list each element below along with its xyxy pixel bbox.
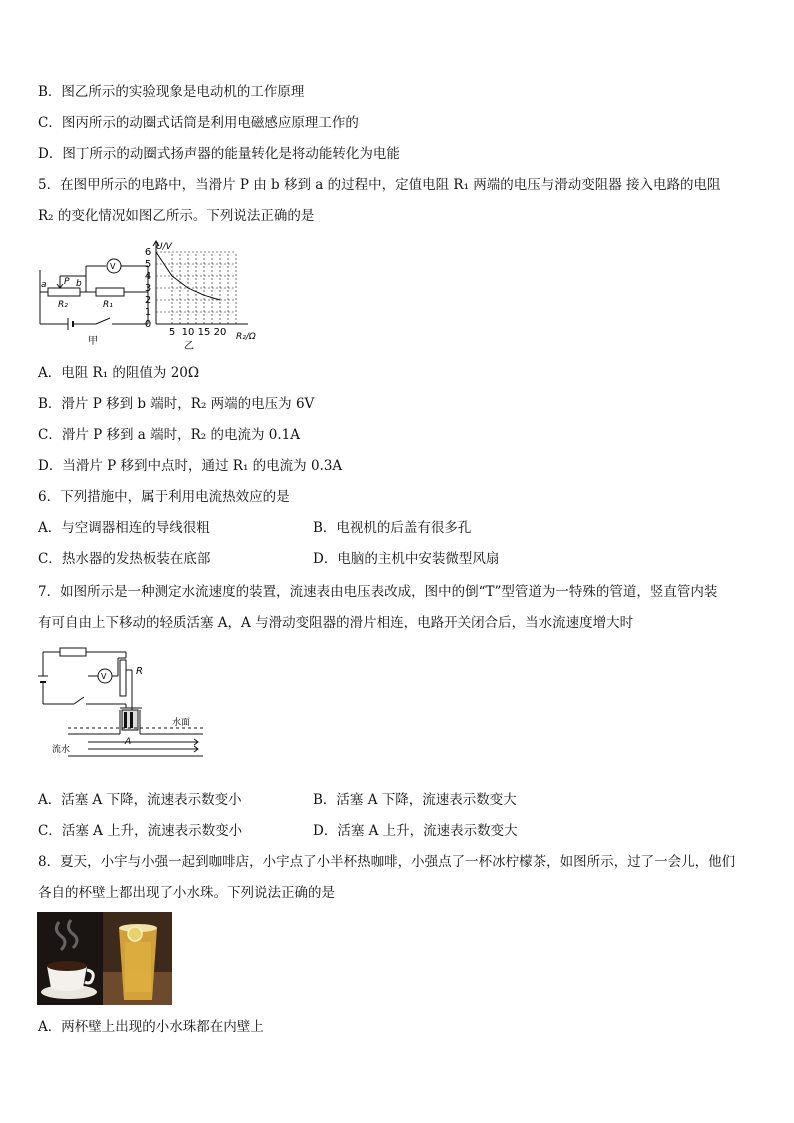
water-surface-label: 水面 (172, 718, 191, 728)
q5-voltage-graph (136, 240, 266, 352)
x-tick-label: 15 (197, 327, 211, 338)
q5-option-c: C．滑片 P 移到 a 端时，R₂ 的电流为 0.1A (38, 427, 301, 443)
q4-option-d: D．图丁所示的动圈式扬声器的能量转化是将动能转化为电能 (38, 146, 400, 162)
q4-option-c: C．图丙所示的动圈式话筒是利用电磁感应原理工作的 (38, 115, 359, 131)
q7-option-a: A．活塞 A 下降，流速表示数变小 (38, 792, 242, 808)
y-tick-label: 4 (144, 271, 152, 282)
label-p: P (64, 277, 70, 287)
label-a: a (41, 280, 47, 290)
q7-stem-line1: 7．如图所示是一种测定水流速度的装置，流速表由电压表改成，图中的倒“T”型管道为一特殊的管道，竖直管内装 (38, 584, 718, 600)
lemon-slice-icon (128, 927, 142, 941)
y-tick-label: 1 (144, 307, 152, 318)
q8-option-a: A．两杯壁上出现的小水珠都在内壁上 (38, 1019, 264, 1035)
q5-stem-line1: 5．在图甲所示的电路中，当滑片 P 由 b 移到 a 的过程中，定值电阻 R₁ 两端的电压与滑动变阻器 接入电路的电阻 (38, 177, 721, 193)
q5-option-b: B．滑片 P 移到 b 端时，R₂ 两端的电压为 6V (38, 396, 315, 412)
q6-stem: 6．下列措施中，属于利用电流热效应的是 (38, 489, 290, 505)
q7-option-d: D．活塞 A 上升，流速表示数变大 (313, 823, 518, 839)
rheostat-label: R (136, 666, 143, 677)
q6-option-b: B．电视机的后盖有很多孔 (313, 520, 472, 536)
q5-stem-line2: R₂ 的变化情况如图乙所示。下列说法正确的是 (38, 208, 315, 224)
y-tick-label: 5 (144, 259, 152, 270)
x-tick-label: 10 (181, 327, 195, 338)
q6-option-c: C．热水器的发热板装在底部 (38, 551, 211, 567)
q6-option-a: A．与空调器相连的导线很粗 (38, 520, 210, 536)
q7-option-b: B．活塞 A 下降，流速表示数变大 (313, 792, 517, 808)
q5-option-d: D．当滑片 P 移到中点时，通过 R₁ 的电流为 0.3A (38, 458, 343, 474)
flowing-water-label: 流水 (52, 745, 71, 755)
label-r2: R₂ (58, 300, 68, 310)
q8-stem-line2: 各自的杯壁上都出现了小水珠。下列说法正确的是 (38, 885, 335, 901)
voltmeter-label: V (101, 672, 107, 681)
q8-coffee-lemon-tea-photo (37, 912, 172, 1005)
q8-stem-line1: 8．夏天，小宇与小强一起到咖啡店，小宇点了小半杯热咖啡，小强点了一杯冰柠檬茶，如图所示，过了一会儿，他们 (38, 854, 736, 870)
q7-stem-line2: 有可自由上下移动的轻质活塞 A，A 与滑动变阻器的滑片相连，电路开关闭合后，当水流速度增大时 (38, 615, 634, 631)
graph-y-label: U/V (156, 242, 172, 252)
q4-option-b: B．图乙所示的实验现象是电动机的工作原理 (38, 84, 305, 100)
y-tick-label: 6 (144, 247, 152, 258)
label-r1: R₁ (103, 300, 113, 310)
q7-flow-meter-diagram (38, 646, 208, 774)
voltmeter-label: V (110, 262, 116, 271)
circuit-caption: 甲 (88, 336, 98, 347)
x-tick-label: 5 (168, 327, 176, 338)
x-tick-label: 20 (213, 327, 227, 338)
y-tick-label: 2 (144, 295, 152, 306)
graph-x-label: R₂/Ω (236, 332, 256, 342)
piston-label: A (125, 737, 132, 747)
label-b: b (76, 279, 82, 289)
q7-option-c: C．活塞 A 上升，流速表示数变小 (38, 823, 243, 839)
q5-option-a: A．电阻 R₁ 的阻值为 20Ω (38, 365, 200, 381)
y-tick-label: 0 (144, 319, 152, 330)
y-tick-label: 3 (144, 283, 152, 294)
graph-caption: 乙 (184, 341, 194, 352)
q6-option-d: D．电脑的主机中安装微型风扇 (313, 551, 500, 567)
